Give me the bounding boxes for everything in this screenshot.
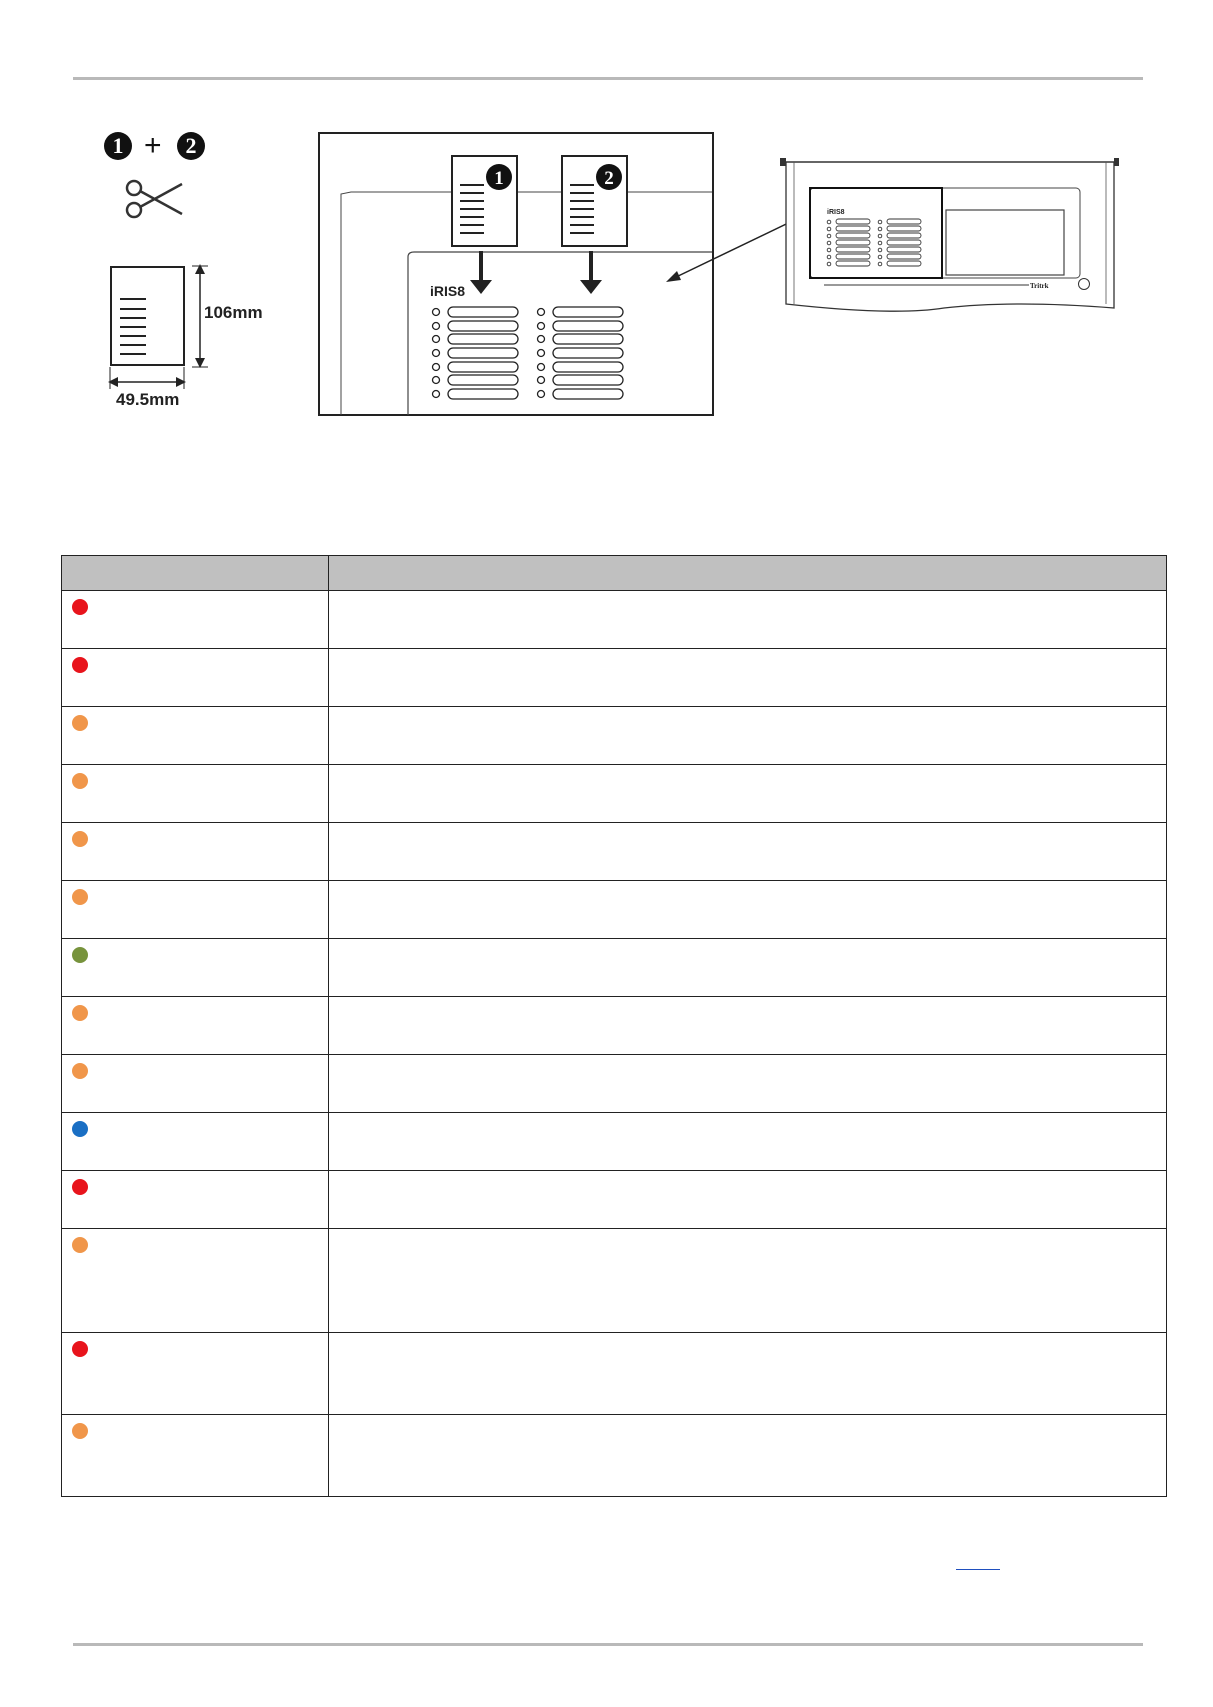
led-indicator-icon [72,1179,88,1195]
led-description [329,823,1167,881]
led-description [329,1113,1167,1171]
table-row [62,591,1167,649]
table-row [62,997,1167,1055]
dimension-arrows [100,262,210,392]
table-row [62,765,1167,823]
led-indicator-icon [72,773,88,789]
led-indicator-icon [72,1237,88,1253]
panel-overview-diagram [774,158,1119,323]
plus-sign: + [144,129,162,162]
hyperlink[interactable] [956,1569,1000,1570]
table-row [62,649,1167,707]
card-1-number: 1 [494,168,504,189]
led-description [329,1415,1167,1497]
overview-brand-label: iRIS8 [827,209,845,216]
steps-legend [104,129,214,162]
led-indicator-icon [72,599,88,615]
dimension-width-label: 49.5mm [116,390,180,409]
table-body [62,591,1167,1497]
led-description [329,1055,1167,1113]
step-2-badge: 2 [177,132,205,160]
led-description [329,939,1167,997]
footer-rule [73,1643,1143,1646]
led-cell [62,881,329,939]
table-header-description [329,556,1167,591]
led-cell [62,1333,329,1415]
table-row [62,1171,1167,1229]
led-description [329,881,1167,939]
table-row [62,1113,1167,1171]
led-cell [62,1171,329,1229]
led-table [61,555,1167,1497]
led-description [329,649,1167,707]
table-row [62,1055,1167,1113]
led-indicator-icon [72,715,88,731]
dimension-height-label: 106mm [204,303,263,322]
led-description [329,765,1167,823]
led-cell [62,649,329,707]
led-description [329,1171,1167,1229]
led-cell [62,823,329,881]
led-cell [62,1229,329,1333]
table-row [62,1415,1167,1497]
led-cell [62,707,329,765]
header-rule [73,77,1143,80]
led-indicator-icon [72,947,88,963]
led-cell [62,997,329,1055]
led-description [329,591,1167,649]
led-indicator-icon [72,1423,88,1439]
led-cell [62,765,329,823]
led-cell [62,591,329,649]
led-cell [62,1113,329,1171]
led-cell [62,1055,329,1113]
table-row [62,939,1167,997]
led-cell [62,939,329,997]
overview-maker-label: Tritrk [1030,282,1049,290]
led-indicator-icon [72,889,88,905]
led-indicator-icon [72,657,88,673]
table-row [62,707,1167,765]
table-row [62,881,1167,939]
led-cell [62,1415,329,1497]
led-indicator-icon [72,1341,88,1357]
table-header-row [62,556,1167,591]
led-description [329,707,1167,765]
step-1-badge: 1 [104,132,132,160]
panel-insert-diagram [318,132,716,418]
table-row [62,823,1167,881]
led-description [329,1229,1167,1333]
led-indicator-icon [72,1063,88,1079]
led-description [329,997,1167,1055]
led-indicator-icon [72,1005,88,1021]
led-indicator-icon [72,1121,88,1137]
scissors-icon [124,176,184,222]
led-indicator-icon [72,831,88,847]
card-2-number: 2 [604,168,614,189]
table-header-led [62,556,329,591]
table-row [62,1333,1167,1415]
led-description [329,1333,1167,1415]
panel-brand-label: iRIS8 [430,283,466,299]
table-row [62,1229,1167,1333]
